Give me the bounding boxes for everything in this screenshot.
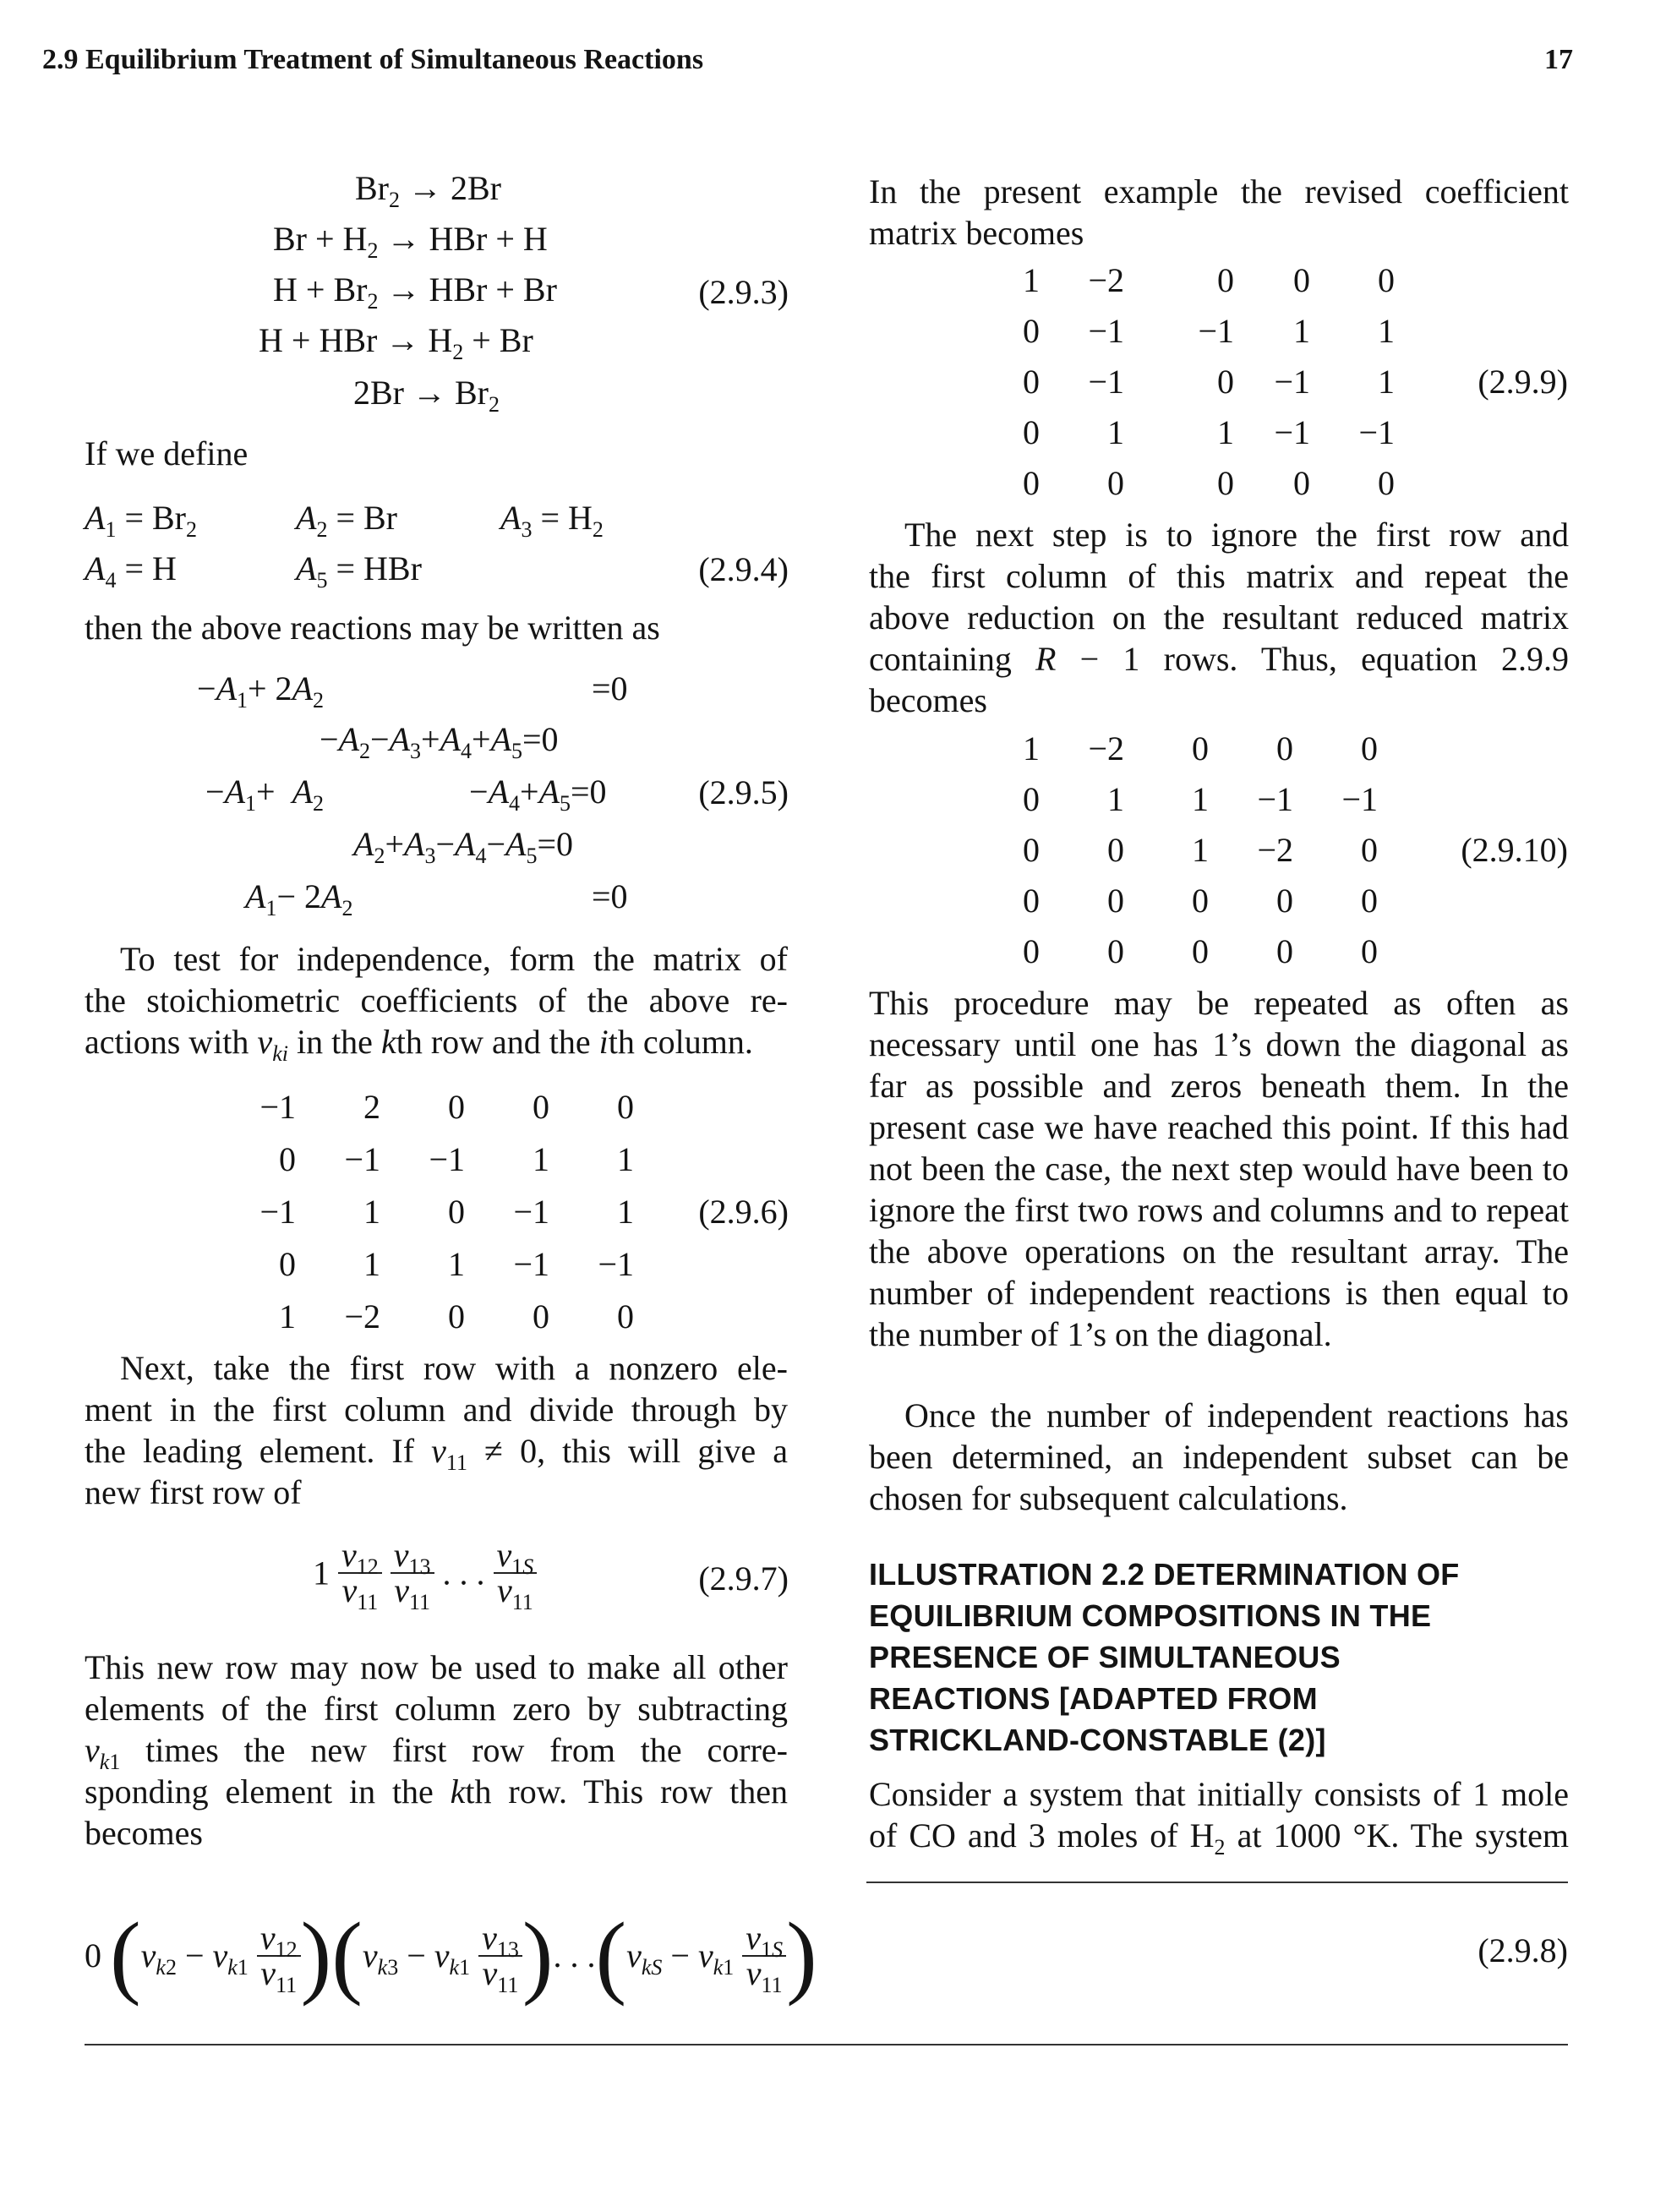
matrix-cell: −2 bbox=[1088, 261, 1124, 299]
matrix-cell: 0 bbox=[448, 1297, 465, 1335]
matrix-cell: 0 bbox=[1276, 932, 1293, 970]
matrix-cell: −1 bbox=[1341, 780, 1378, 818]
matrix-cell: 0 bbox=[1192, 882, 1209, 920]
matrix-cell: 0 bbox=[1361, 882, 1378, 920]
equation-label: (2.9.7) bbox=[698, 1559, 789, 1598]
matrix-cell: −1 bbox=[598, 1245, 634, 1283]
matrix-cell: 1 bbox=[363, 1193, 380, 1231]
matrix-cell: 1 bbox=[1293, 312, 1310, 350]
matrix-cell: 0 bbox=[1293, 261, 1310, 299]
matrix-cell: −1 bbox=[1257, 780, 1293, 818]
illustration-heading: ILLUSTRATION 2.2 DETERMINATION OF EQUILIBRIUM COMPOSITIONS IN THE PRESENCE OF SIMULTANEOUS REACTIONS [ADAPTED FROM STRICKLAND-CONSTABLE (2)] bbox=[869, 1557, 1460, 1757]
matrix-cell: 2 bbox=[363, 1088, 380, 1126]
matrix-cell: 0 bbox=[533, 1297, 549, 1335]
matrix-cell: 1 bbox=[448, 1245, 465, 1283]
equation-label: (2.9.9) bbox=[1478, 363, 1568, 401]
matrix-cell: −1 bbox=[1088, 312, 1124, 350]
reaction-line: $Br_2 \to 2Br$ bbox=[355, 169, 501, 212]
paragraph-test-independence: To test for independence, form the matrix of the stoichiometric coefficients of the above re- actions with $\nu_{ki}$ in the kth row and the ith column. bbox=[85, 940, 788, 1066]
matrix-cell: 0 bbox=[1293, 464, 1310, 502]
matrix-cell: 0 bbox=[1023, 363, 1040, 401]
matrix-cell: −1 bbox=[1198, 312, 1234, 350]
paragraph-once-determined: Once the number of independent reactions has been determined, an independent subset can be chosen for subsequent calculations. bbox=[869, 1396, 1569, 1517]
matrix-cell: 1 bbox=[363, 1245, 380, 1283]
text-define: If we define bbox=[85, 434, 249, 472]
paragraph-consider-system: Consider a system that initially consists of 1 mole of CO and 3 moles of $H_2$ at 1000 °K. The system bbox=[869, 1775, 1569, 1860]
matrix-cell: −1 bbox=[1274, 413, 1310, 451]
matrix-cell: 0 bbox=[448, 1193, 465, 1231]
matrix-cell: 0 bbox=[1023, 780, 1040, 818]
matrix-cell: −1 bbox=[1358, 413, 1395, 451]
matrix-cell: 0 bbox=[533, 1088, 549, 1126]
equation-2-9-7: 1 $\frac{\nu_{12}}{\nu_{11}}$ $\frac{\nu_{13}}{\nu_{11}}$ . . . $\frac{\nu_{1S}}{\nu_{11}}$ bbox=[313, 1538, 537, 1608]
matrix-cell: 0 bbox=[1023, 882, 1040, 920]
matrix-cell: 0 bbox=[617, 1088, 634, 1126]
equation-label: (2.9.6) bbox=[698, 1193, 789, 1231]
matrix-cell: 0 bbox=[1361, 932, 1378, 970]
equation-label: (2.9.3) bbox=[698, 273, 789, 311]
paragraph-procedure: This procedure may be repeated as often as necessary until one has 1’s down the diagonal as far as possible and zeros beneath them. In the present case we have reached this point. If this had not been the case, the next step would have been to ignore the first two rows and columns and to repeat the above operations on the resultant array. The number of independent reactions is then equal to the number of 1’s on the diagonal. bbox=[869, 984, 1569, 1353]
paragraph-next-step: Next, take the first row with a nonzero ele- ment in the first column and divide through by the leading element. If $\nu_{11} \ne 0$, this will give a new first row of bbox=[85, 1349, 789, 1511]
matrix-cell: 1 bbox=[1192, 780, 1209, 818]
matrix-cell: −2 bbox=[1088, 729, 1124, 767]
bottom-rule bbox=[85, 2044, 1568, 2045]
matrix-cell: 0 bbox=[1361, 729, 1378, 767]
matrix-cell: 1 bbox=[533, 1140, 549, 1178]
matrix-cell: 0 bbox=[1276, 882, 1293, 920]
matrix-cell: −1 bbox=[344, 1140, 380, 1178]
matrix-cell: 0 bbox=[1107, 932, 1124, 970]
matrix-cell: 0 bbox=[1023, 831, 1040, 869]
matrix-cell: −2 bbox=[1257, 831, 1293, 869]
matrix-cell: 1 bbox=[617, 1193, 634, 1231]
matrix-cell: 0 bbox=[1378, 261, 1395, 299]
equation-2-9-8: 0 ($\nu_{k2} - \nu_{k1}$ $\frac{\nu_{12}}{\nu_{11}}$ )($\nu_{k3} - \nu_{k1}$ $\frac{\nu_{13}}{\nu_{11}}$ ). . $.(\nu_{kS} - \nu_{k1}$ $\frac{\nu_{1S}}{\nu_{11}}$ ) bbox=[85, 1903, 817, 2007]
matrix-cell: 1 bbox=[1107, 413, 1124, 451]
matrix-cell: 0 bbox=[279, 1245, 296, 1283]
page-number: 17 bbox=[1544, 44, 1573, 75]
matrix-cell: 0 bbox=[1023, 413, 1040, 451]
matrix-cell: 1 bbox=[1378, 312, 1395, 350]
matrix-cell: 1 bbox=[1217, 413, 1234, 451]
matrix-cell: 1 bbox=[1378, 363, 1395, 401]
matrix-cell: 0 bbox=[617, 1297, 634, 1335]
matrix-cell: 0 bbox=[1361, 831, 1378, 869]
reaction-line: $2Br \to Br_2$ bbox=[353, 374, 500, 417]
matrix-cell: 1 bbox=[279, 1297, 296, 1335]
matrix-cell: −1 bbox=[429, 1140, 465, 1178]
paragraph-ignore-first-row: The next step is to ignore the first row and the first column of this matrix and repeat the above reduction on the resultant reduced matrix containing R − 1 rows. Thus, equation 2.9.9 becomes bbox=[869, 516, 1569, 719]
reaction-line: $Br + H_2$ → HBr + H bbox=[273, 220, 548, 263]
matrix-cell: 0 bbox=[1107, 882, 1124, 920]
matrix-cell: 0 bbox=[1217, 464, 1234, 502]
matrix-cell: 0 bbox=[1107, 831, 1124, 869]
matrix-cell: −1 bbox=[513, 1245, 549, 1283]
matrix-cell: 1 bbox=[617, 1140, 634, 1178]
matrix-cell: 0 bbox=[1217, 363, 1234, 401]
paragraph-new-row: This new row may now be used to make all other elements of the first column zero by subtracting $\nu_{k1}$ times the new first row from the corre- sponding element in the kth row. This row then becomes bbox=[85, 1648, 788, 1852]
matrix-cell: 1 bbox=[1192, 831, 1209, 869]
reaction-line: $H + Br_2$ → HBr + Br bbox=[273, 270, 557, 314]
top-rule bbox=[866, 1882, 1568, 1883]
reaction-line: H + HBr → $H_2 + Br$ bbox=[259, 321, 533, 364]
matrix-cell: 0 bbox=[1107, 464, 1124, 502]
matrix-cell: 0 bbox=[1023, 312, 1040, 350]
matrix-cell: 0 bbox=[448, 1088, 465, 1126]
matrix-cell: 1 bbox=[1023, 261, 1040, 299]
matrix-cell: 0 bbox=[1192, 729, 1209, 767]
matrix-cell: 1 bbox=[1023, 729, 1040, 767]
equation-label: (2.9.4) bbox=[698, 550, 789, 588]
matrix-cell: 0 bbox=[1023, 932, 1040, 970]
equation-label: (2.9.5) bbox=[698, 773, 789, 811]
running-header: 2.9 Equilibrium Treatment of Simultaneous Reactions bbox=[42, 44, 704, 75]
matrix-cell: 0 bbox=[1023, 464, 1040, 502]
matrix-cell: −2 bbox=[344, 1297, 380, 1335]
matrix-cell: −1 bbox=[513, 1193, 549, 1231]
matrix-cell: −1 bbox=[1274, 363, 1310, 401]
matrix-cell: 0 bbox=[1192, 932, 1209, 970]
equation-label: (2.9.10) bbox=[1461, 831, 1568, 869]
paragraph-present-example: In the present example the revised coefficient matrix becomes bbox=[869, 172, 1569, 252]
matrix-cell: 0 bbox=[1217, 261, 1234, 299]
text-then: then the above reactions may be written as bbox=[85, 609, 660, 647]
matrix-cell: 0 bbox=[279, 1140, 296, 1178]
equation-label: (2.9.8) bbox=[1478, 1931, 1568, 1969]
matrix-cell: 1 bbox=[1107, 780, 1124, 818]
matrix-cell: −1 bbox=[259, 1088, 296, 1126]
matrix-cell: −1 bbox=[1088, 363, 1124, 401]
matrix-cell: 0 bbox=[1378, 464, 1395, 502]
matrix-cell: −1 bbox=[259, 1193, 296, 1231]
matrix-cell: 0 bbox=[1276, 729, 1293, 767]
